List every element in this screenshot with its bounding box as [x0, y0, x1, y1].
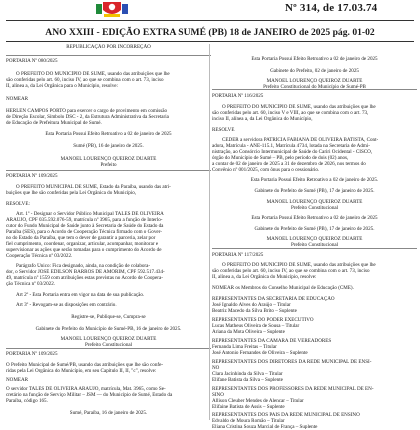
text-line: NOMEAR	[6, 377, 29, 383]
text-line: ção Técnica nº 03/2022.	[6, 281, 56, 287]
text-line: Allison Cleuber Mendes de Alencar – Titular	[212, 398, 304, 404]
text-line: REPRESENTANTES DO PODER EXECUTIVO	[212, 317, 314, 323]
text-line: Parágrafo Único: Fica designado, ainda, na condição de colabora-	[16, 263, 151, 269]
text-line: Sumé (PB), 16 de janeiro de 2025.	[73, 143, 144, 149]
section-separator	[6, 348, 211, 349]
text-line: REPUBLICAÇÃO POR INCORREÇÃO	[66, 44, 151, 50]
text-line: Sumé, Paraíba, 16 de janeiro de 2025.	[69, 410, 148, 416]
text-line: Fernanda Lima Freitas – Titular	[212, 344, 277, 350]
text-line: PORTARIA Nº 109/2025	[6, 173, 58, 179]
text-line: Clara Jacinhinda da Silva – Titular	[212, 371, 283, 377]
text-line: MANOEL LOURENÇO QUEIROZ DUARTE	[60, 156, 157, 162]
text-line: MANOEL LOURENÇO QUEIROZ DUARTE	[266, 199, 363, 205]
text-line: HERLEN CAMPOS PORTO para exercer o cargo de provimento em comissão	[6, 108, 168, 114]
text-line: Paraíba, código 165.	[6, 398, 48, 404]
text-line: O Prefeito Municipal de Sumé/PB, usando das atribuições que lhe são confe-	[6, 362, 164, 368]
text-line: RESOLVE	[212, 127, 235, 133]
text-line: Prefeito	[100, 162, 117, 168]
text-line: Edvaldo de Moura Romão – Titular	[212, 418, 285, 424]
text-line: Esta Portaria Possui Efeito Retroativo a 02 de janeiro de 2025	[251, 56, 378, 62]
text-line: a contar de 02 de janeiro de 2025 a 31 de dezembro de 2026, nos termos do	[212, 161, 366, 167]
text-line: Gabinete do Prefeito do Município de Sumé-PB, 16 de janeiro de 2025.	[35, 326, 182, 332]
text-line: Prefeito Constitucional	[290, 242, 339, 248]
text-line: O PREFEITO DO MUNICÍPIO DE SUMÉ, usando das atribuições que lhe	[222, 104, 376, 110]
column-divider	[209, 44, 210, 420]
text-line: II, alínea a, da Lei Orgânica do Município, resolve:	[212, 274, 317, 280]
text-line: PORTARIA Nº 116/2025	[212, 93, 264, 99]
header-bottom-rule	[6, 41, 414, 42]
text-line: PORTARIA Nº 109/2025	[6, 351, 58, 357]
text-line: 49, matrícula nº 1559 com atribuições estas previstas no Acordo de Coopera-	[6, 275, 163, 281]
text-line: são conferidas pelo art. 60, inciso IV, ao que se combina com o art. 73, inciso	[6, 77, 164, 83]
text-line: de Educação de Prefeitura Municipal de Sumé.	[6, 120, 102, 126]
text-line: Convênio nº 001/2025, com ônus para o cessionário.	[212, 167, 320, 173]
text-line: dor, o Servidor JOSÉ EDILSON BARROS DE AMORIM, CPF 592.517.434-	[6, 269, 165, 275]
text-line: ridas pela Lei Orgânica do Município, em seu Capítulo II, II, "c", resolve:	[6, 368, 157, 374]
text-line: REPRESENTANTES DOS DIRETORES DA REDE MUNICIPAL DE ENSI-	[212, 359, 372, 365]
text-line: de Direção Escolar, Símbolo DSC - 2, da Estrutura Administrativa da Secretaria	[6, 114, 169, 120]
text-line: Elifane Batista da Silva – Suplente	[212, 377, 283, 383]
text-line: CEDER a servidora PATRÍCIA FABIANA DE OLIVEIRA BATISTA, Cont-	[222, 137, 379, 143]
text-line: ARAÚJO, CPF 035.592.076-59, matrícula nº 3965, para a função de Interlo-	[6, 217, 163, 223]
text-line: Beatriz Macedo da Silva Brito – Suplente	[212, 308, 297, 314]
law-reference: Nº 314, de 17.03.74	[285, 2, 378, 14]
section-separator	[212, 89, 417, 90]
text-line: Art. 1º - Designar o Servidor Público Municipal TALES DE OLIVEIRA	[16, 211, 164, 217]
section-separator	[6, 170, 211, 171]
text-line: SINO	[212, 392, 224, 398]
text-line: órgão do Município de Sumé – PB, pelo período de dois (02) anos,	[212, 155, 349, 161]
text-line: nistração, ao Consórcio Intermunicipal de Saúde do Cariri Ocidental - CISCO,	[212, 149, 373, 155]
text-line: MANOEL LOURENÇO QUEIROZ DUARTE	[266, 78, 363, 84]
text-line: Lucas Matheus Oliveira de Sousa – Titular	[212, 323, 300, 329]
text-line: são conferidas pelo art. 60, inciso V e VIII, ao que se combina com o art. 73,	[212, 110, 369, 116]
text-line: Esta Portaria Possui Efeito Retroativo a 02 de janeiro de 2025.	[250, 177, 379, 183]
text-line: REPRESENTANTES DOS PROFESSORES DA REDE MUNICIPAL DE EN-	[212, 386, 374, 392]
text-line: José Antonio Fernandes de Oliveira – Suplente	[212, 350, 308, 356]
municipal-coat-of-arms-icon	[93, 0, 131, 18]
text-line: Gabinete do Prefeito, 02 de janeiro de 2025	[270, 68, 359, 74]
header-top-rule	[6, 20, 414, 21]
text-line: REPRESENTANTES DA SECRETARIA DE EDUCAÇÃO	[212, 296, 335, 302]
text-line: Ariana da Mota Oliveira – Suplente	[212, 329, 285, 335]
text-line: NOMEAR	[6, 96, 29, 102]
text-line: REPRESENTANTES DOS PAIS DA REDE MUNICIPAL DE ENSINO	[212, 412, 360, 418]
edition-line: ANO XXIII - EDIÇÃO EXTRA SUMÉ (PB) 18 de JANEIRO de 2025 pág. 01-02	[45, 27, 375, 38]
text-line: Gabinete do Prefeito de Sumé (PB), 17 de janeiro de 2025.	[254, 226, 375, 232]
text-line: fiel cumprimento, coordenar, organizar, articular, acompanhar, monitorar e	[6, 241, 159, 247]
text-line: José Ignaldo Alves do Araújo – Titular	[212, 302, 291, 308]
text-line: cutor do Fundo Municipal de Saúde junto à Secretaria de Saúde do Estado da	[6, 223, 164, 229]
text-line: Esta Portaria Possui Efeito Retroativo a 02 de janeiro de 2025	[45, 131, 172, 137]
text-line: PORTARIA Nº 080/2025	[6, 58, 58, 64]
text-line: O PREFEITO MUNICIPAL DE SUMÉ, Estado da Paraíba, usando das atri-	[16, 184, 171, 190]
text-line: MANOEL LOURENÇO QUEIROZ DUARTE	[266, 236, 363, 242]
text-line: no do Estado da Paraíba, que tem o dever de garantir a parceria, zelar por	[6, 235, 156, 241]
text-line: II, alínea a, da Lei Orgânica para o Município, resolve:	[6, 83, 118, 89]
text-line: Gabinete do Prefeito de Sumé (PB), 17 de janeiro de 2025.	[254, 188, 375, 194]
text-line: cretário na função de Serviço Militar – JSM — do Município de Sumé, Estado da	[6, 392, 173, 398]
text-line: Prefeito Constitucional	[290, 205, 339, 211]
section-separator	[6, 55, 211, 56]
text-line: O servidor TALES DE OLIVEIRA ARAÚJO, matrícula, Mat. 3965, como Se-	[6, 386, 166, 392]
text-line: supervisionar as ações que serão tomadas para o cumprimento do Acordo de	[6, 247, 162, 253]
text-line: Prefeito Constitucional do Município de Sumé-PB	[263, 84, 366, 90]
text-line: Cooperação Técnica nº 03/2022.	[6, 253, 73, 259]
text-line: NO	[212, 365, 220, 371]
section-separator	[212, 248, 417, 249]
text-line: Paraíba (SES), para o Acordo de Cooperação Técnica firmado com o Gover-	[6, 229, 162, 235]
text-line: inciso II, alínea a, da Lei Orgânica do Município,	[212, 116, 313, 122]
text-line: Esta Portaria Possui Efeito Retroativo a 02 de janeiro de 2025	[251, 215, 378, 221]
text-line: Eliana Cristina Souza Marcial de França – Suplente	[212, 424, 318, 430]
text-line: Art 2º - Esta Portaria entra em vigor na data de sua publicação.	[16, 292, 145, 298]
text-line: buições que lhe são conferidas pela Lei Orgânica do Município,	[6, 190, 137, 196]
text-line: O PREFEITO DO MUNICÍPIO DE SUMÉ, usando das atribuições que lhe	[16, 71, 170, 77]
text-line: são conferidas pelo art. 60, inciso IV, ao que se combina com o art. 73, inciso	[212, 268, 370, 274]
text-line: PORTARIA Nº 117/2025	[212, 252, 264, 258]
text-line: MANOEL LOURENÇO QUEIROZ DUARTE	[60, 336, 157, 342]
text-line: NOMEAR os Membros do Conselho Municipal de Educação (CME).	[212, 285, 354, 291]
text-line: Registre-se, Publique-se, Cumpra-se	[71, 314, 146, 320]
text-line: Elifaine Batista de Assis – Suplente	[212, 404, 285, 410]
text-line: RESOLVE:	[6, 201, 30, 207]
text-line: Art 3º - Revogam-se as disposições em contrário.	[16, 302, 117, 308]
text-line: adora, Matrícula - ANE-115.1, Matrícula 4734, lotada na Secretaria de Admi-	[212, 143, 370, 149]
text-line: Prefeito Constitucional	[84, 342, 133, 348]
text-line: O PREFEITO DO MUNICÍPIO DE SUMÉ, usando das atribuições que lhe	[222, 262, 376, 268]
text-line: REPRESENTANTES DA CÂMARA DE VEREADORES	[212, 338, 332, 344]
